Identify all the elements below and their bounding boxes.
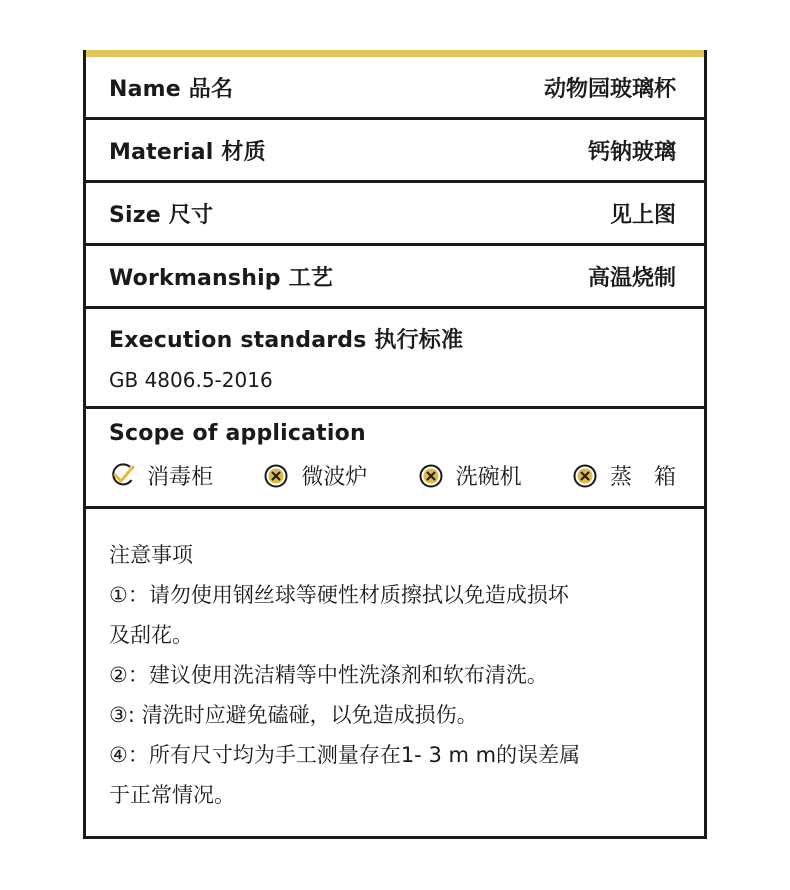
row-scope — [86, 409, 704, 509]
row-workmanship — [86, 246, 704, 309]
row-name — [86, 57, 704, 120]
notes-section — [86, 509, 704, 815]
workmanship-label: Workmanship 工艺 — [109, 265, 334, 291]
scope-items — [86, 460, 704, 491]
note-line: ①：请勿使用钢丝球等硬性材质擦拭以免造成损坏 — [109, 583, 569, 607]
name-value: 动物园玻璃杯 — [543, 76, 676, 102]
scope-item-microwave — [263, 460, 367, 491]
note-line: ④：所有尺寸均为手工测量存在1- 3 m m的误差属 — [109, 743, 581, 767]
size-label: Size 尺寸 — [109, 202, 214, 228]
note-line: 及刮花。 — [109, 623, 193, 647]
scope-item-text: 消毒柜 — [147, 465, 214, 490]
row-material — [86, 120, 704, 183]
scope-item-sterilizer — [109, 460, 213, 491]
cross-circle-icon — [263, 463, 289, 489]
check-icon — [109, 463, 135, 489]
name-label: Name 品名 — [109, 76, 234, 102]
standards-value: GB 4806.5-2016 — [109, 368, 273, 392]
scope-item-dishwasher — [418, 460, 522, 491]
size-value: 见上图 — [609, 202, 676, 228]
note-line: 于正常情况。 — [109, 783, 235, 807]
scope-item-text: 蒸 箱 — [609, 465, 676, 490]
scope-item-steamer — [572, 460, 676, 491]
note-line: ②：建议使用洗洁精等中性洗涤剂和软布清洗。 — [109, 663, 548, 687]
product-info-card — [83, 50, 707, 839]
row-size — [86, 183, 704, 246]
material-value: 钙钠玻璃 — [587, 139, 676, 165]
material-label: Material 材质 — [109, 139, 266, 165]
cross-circle-icon — [572, 463, 598, 489]
notes-title: 注意事项 — [109, 543, 193, 567]
note-line: ③: 清洗时应避免磕碰，以免造成损伤。 — [109, 703, 478, 727]
accent-bar — [86, 50, 704, 57]
scope-item-text: 微波炉 — [301, 465, 368, 490]
standards-label: Execution standards 执行标准 — [109, 328, 464, 353]
scope-label: Scope of application — [109, 421, 366, 446]
cross-circle-icon — [418, 463, 444, 489]
row-standards — [86, 309, 704, 409]
scope-item-text: 洗碗机 — [455, 465, 522, 490]
workmanship-value: 高温烧制 — [587, 265, 676, 291]
